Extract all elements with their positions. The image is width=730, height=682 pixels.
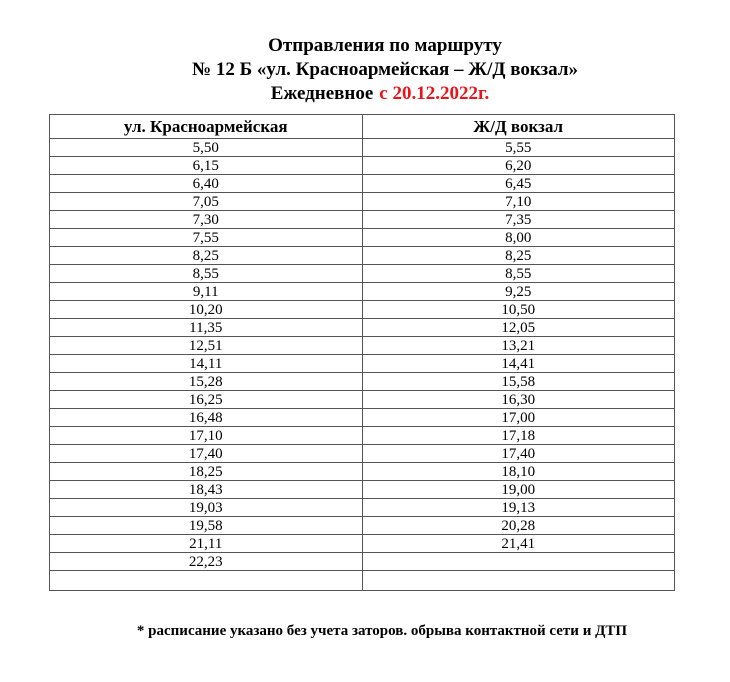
- departure-railway-station: 18,10: [362, 463, 675, 481]
- departure-krasnoarmeyskaya: 7,30: [50, 211, 363, 229]
- departure-railway-station: 8,00: [362, 229, 675, 247]
- departure-krasnoarmeyskaya: 17,40: [50, 445, 363, 463]
- departure-railway-station: 15,58: [362, 373, 675, 391]
- table-body: [50, 139, 675, 591]
- table-row: [50, 499, 675, 517]
- departure-railway-station: 6,20: [362, 157, 675, 175]
- departure-krasnoarmeyskaya: 12,51: [50, 337, 363, 355]
- departure-krasnoarmeyskaya: 16,48: [50, 409, 363, 427]
- departure-railway-station: 7,35: [362, 211, 675, 229]
- departure-krasnoarmeyskaya: 9,11: [50, 283, 363, 301]
- departure-railway-station: 17,00: [362, 409, 675, 427]
- table-row: [50, 139, 675, 157]
- departure-krasnoarmeyskaya: 22,23: [50, 553, 363, 571]
- table-row: [50, 211, 675, 229]
- title-line-3: [0, 82, 730, 106]
- departure-railway-station: 12,05: [362, 319, 675, 337]
- table-row: [50, 157, 675, 175]
- departure-railway-station: [362, 553, 675, 571]
- departure-krasnoarmeyskaya: 18,43: [50, 481, 363, 499]
- table-row: [50, 481, 675, 499]
- column-header-railway-station: Ж/Д вокзал: [362, 115, 675, 139]
- route-name: № 12 Б «ул. Красноармейская – Ж/Д вокзал»: [192, 59, 578, 80]
- table-row: [50, 409, 675, 427]
- table-row: [50, 319, 675, 337]
- departure-railway-station: 5,55: [362, 139, 675, 157]
- departure-railway-station: 14,41: [362, 355, 675, 373]
- table-header-row: [50, 115, 675, 139]
- table-row: [50, 571, 675, 591]
- departure-railway-station: 19,13: [362, 499, 675, 517]
- departure-krasnoarmeyskaya: [50, 571, 363, 591]
- departure-railway-station: 8,55: [362, 265, 675, 283]
- departure-railway-station: 8,25: [362, 247, 675, 265]
- departure-krasnoarmeyskaya: 6,15: [50, 157, 363, 175]
- table-row: [50, 247, 675, 265]
- departure-krasnoarmeyskaya: 14,11: [50, 355, 363, 373]
- departure-krasnoarmeyskaya: 17,10: [50, 427, 363, 445]
- departure-krasnoarmeyskaya: 5,50: [50, 139, 363, 157]
- table-row: [50, 427, 675, 445]
- departure-railway-station: 7,10: [362, 193, 675, 211]
- departure-krasnoarmeyskaya: 10,20: [50, 301, 363, 319]
- departure-railway-station: 17,18: [362, 427, 675, 445]
- table-row: [50, 445, 675, 463]
- departure-railway-station: 9,25: [362, 283, 675, 301]
- table-row: [50, 355, 675, 373]
- title-line-1: Отправления по маршруту: [268, 35, 502, 56]
- departure-railway-station: 19,00: [362, 481, 675, 499]
- table-row: [50, 265, 675, 283]
- departure-krasnoarmeyskaya: 19,58: [50, 517, 363, 535]
- table-row: [50, 391, 675, 409]
- departure-krasnoarmeyskaya: 7,55: [50, 229, 363, 247]
- schedule-title: [0, 34, 730, 106]
- departure-krasnoarmeyskaya: 15,28: [50, 373, 363, 391]
- departure-krasnoarmeyskaya: 19,03: [50, 499, 363, 517]
- departure-railway-station: 21,41: [362, 535, 675, 553]
- table-row: [50, 553, 675, 571]
- departure-railway-station: 20,28: [362, 517, 675, 535]
- departure-krasnoarmeyskaya: 7,05: [50, 193, 363, 211]
- footnote: * расписание указано без учета заторов. обрыва контактной сети и ДТП: [136, 623, 628, 639]
- table-row: [50, 283, 675, 301]
- departure-railway-station: 13,21: [362, 337, 675, 355]
- departure-railway-station: 6,45: [362, 175, 675, 193]
- table-row: [50, 535, 675, 553]
- table-row: [50, 175, 675, 193]
- table-row: [50, 517, 675, 535]
- departure-krasnoarmeyskaya: 6,40: [50, 175, 363, 193]
- table-row: [50, 193, 675, 211]
- departure-krasnoarmeyskaya: 18,25: [50, 463, 363, 481]
- column-header-krasnoarmeyskaya: ул. Красноармейская: [50, 115, 363, 139]
- departure-krasnoarmeyskaya: 16,25: [50, 391, 363, 409]
- departure-krasnoarmeyskaya: 11,35: [50, 319, 363, 337]
- departure-krasnoarmeyskaya: 21,11: [50, 535, 363, 553]
- frequency-label: Ежедневное: [270, 83, 374, 104]
- table-row: [50, 229, 675, 247]
- effective-date: с 20.12.2022г.: [379, 83, 490, 104]
- table-row: [50, 301, 675, 319]
- table-row: [50, 373, 675, 391]
- table-row: [50, 337, 675, 355]
- departure-railway-station: 10,50: [362, 301, 675, 319]
- table-row: [50, 463, 675, 481]
- departure-railway-station: [362, 571, 675, 591]
- departure-krasnoarmeyskaya: 8,55: [50, 265, 363, 283]
- departure-railway-station: 16,30: [362, 391, 675, 409]
- departure-krasnoarmeyskaya: 8,25: [50, 247, 363, 265]
- departure-railway-station: 17,40: [362, 445, 675, 463]
- departure-table: [49, 114, 675, 591]
